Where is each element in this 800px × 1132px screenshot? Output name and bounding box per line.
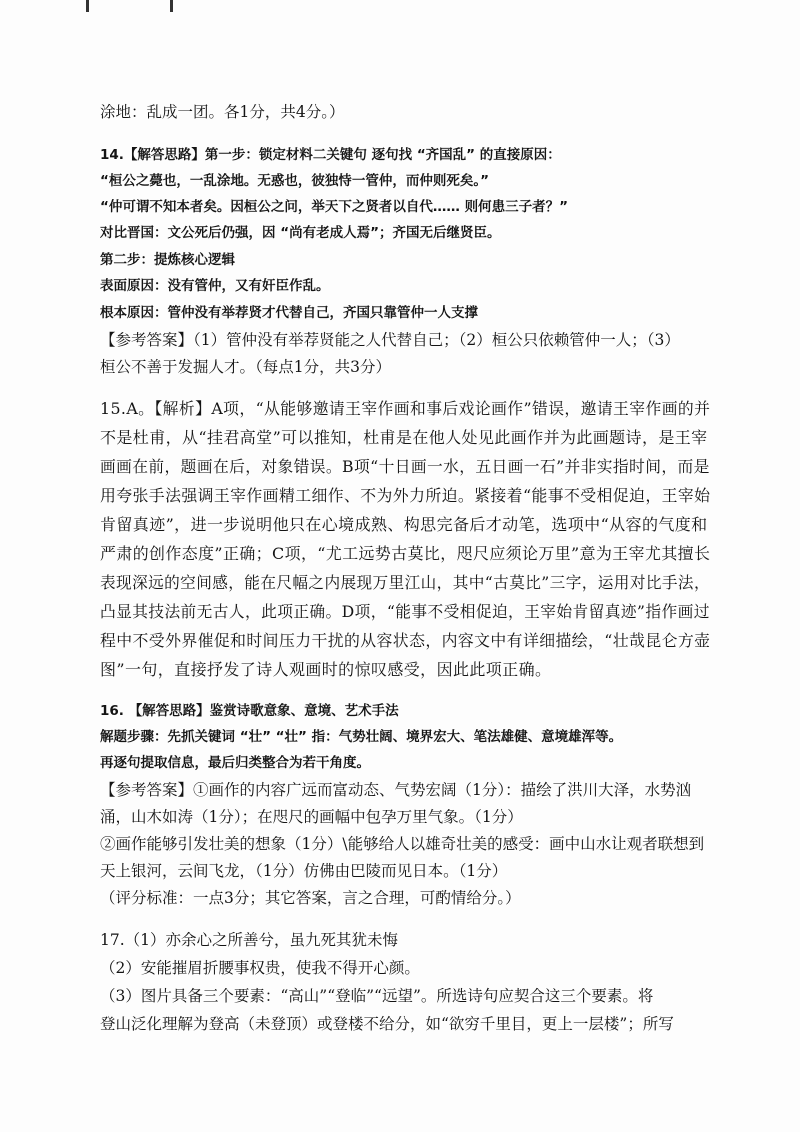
text-line: 登山泛化理解为登高（未登顶）或登楼不给分，如“欲穷千里目，更上一层楼”；所写 <box>100 1015 674 1033</box>
text-line: 图”一句，直接抒发了诗人观画时的惊叹感受，因此此项正确。 <box>100 660 552 679</box>
text-line: 解题步骤：先抓关键词 “壮” “壮” 指：气势壮阔、境界宏大、笔法雄健、意境雄浑等。 <box>100 729 623 745</box>
text-line: 第二步：提炼核心逻辑 <box>100 252 235 268</box>
text-line: 再逐句提取信息，最后归类整合为若干角度。 <box>100 755 370 771</box>
text-line: “仲可谓不知本者矣。因桓公之问，举天下之贤者以自代…… 则何患三子者？” <box>100 199 568 215</box>
scan-edge-mark <box>170 0 173 12</box>
text-line: 程中不受外界催促和时间压力干扰的从容状态，内容文中有详细描绘，“壮哉昆仑方壶 <box>100 631 711 650</box>
text-line: 涌，山木如涛（1分）；在咫尺的画幅中包孕万里气象。（1分） <box>100 808 523 826</box>
text-line: 凸显其技法前无古人，此项正确。D项，“能事不受相促迫，王宰始肯留真迹”指作画过 <box>100 602 710 621</box>
text-line: “桓公之薨也，一乱涂地。无惑也，彼独恃一管仲，而仲则死矣。” <box>100 173 489 189</box>
text-line: ②画作能够引发壮美的想象（1分）\能够给人以雄奇壮美的感受：画中山水让观者联想到 <box>100 835 705 853</box>
q14-heading: 14.【解答思路】第一步：锁定材料二关键句 逐句找 “齐国乱” 的直接原因： <box>100 147 561 163</box>
text-line: （2）安能摧眉折腰事权贵，使我不得开心颜。 <box>100 959 420 977</box>
text-line: 对比晋国：文公死后仍强，因 “尚有老成人焉”；齐国无后继贤臣。 <box>100 225 501 241</box>
text-line: 画画在前，题画在后，对象错误。B项“十日画一水，五日画一石”并非实指时间，而是 <box>100 457 710 476</box>
text-line: 天上银河，云间飞龙，（1分）仿佛由巴陵而见日本。（1分） <box>100 862 508 880</box>
q14-answer: 【参考答案】（1）管仲没有举荐贤能之人代替自己；（2）桓公只依赖管仲一人；（3） <box>100 331 680 349</box>
q15-heading: 15.A。【解析】A项，“从能够邀请王宰作画和事后戏论画作”错误，邀请王宰作画的并 <box>100 399 711 418</box>
text-line: 不是杜甫，从“挂君高堂”可以推知，杜甫是在他人处见此画作并为此画题诗，是王宰 <box>100 428 708 447</box>
text-line: 严肃的创作态度”正确；C项，“尤工远势古莫比，咫尺应须论万里”意为王宰尤其擅长 <box>100 544 711 563</box>
text-line: 根本原因：管仲没有举荐贤才代替自己，齐国只靠管仲一人支撑 <box>100 305 478 321</box>
q17-heading: 17.（1）亦余心之所善兮，虽九死其犹未悔 <box>100 931 399 949</box>
q16-heading: 16. 【解答思路】鉴赏诗歌意象、意境、艺术手法 <box>100 703 399 719</box>
text-line: （3）图片具备三个要素：“高山”“登临”“远望”。所选诗句应契合这三个要素。将 <box>100 987 654 1005</box>
text-line: 表现深远的空间感，能在尺幅之内展现万里江山，其中“古莫比”三字，运用对比手法， <box>100 573 710 592</box>
scan-edge-mark <box>86 0 89 12</box>
scan-edge-marks <box>0 0 800 14</box>
text-line: 涂地：乱成一团。各1分，共4分。） <box>100 103 345 121</box>
scoring-note: （评分标准：一点3分；其它答案，言之合理，可酌情给分。） <box>100 889 521 907</box>
text-line: 表面原因：没有管仲，又有奸臣作乱。 <box>100 278 330 294</box>
text-line: 用夸张手法强调王宰作画精工细作、不为外力所迫。紧接着“能事不受相促迫，王宰始 <box>100 486 711 505</box>
text-line: 肯留真迹”，进一步说明他只在心境成熟、构思完备后才动笔，选项中“从容的气度和 <box>100 515 708 534</box>
text-line: 桓公不善于发掘人才。（每点1分，共3分） <box>100 358 391 376</box>
q16-answer: 【参考答案】①画作的内容广远而富动态、气势宏阔（1分）：描绘了洪川大泽，水势汹 <box>100 781 692 799</box>
